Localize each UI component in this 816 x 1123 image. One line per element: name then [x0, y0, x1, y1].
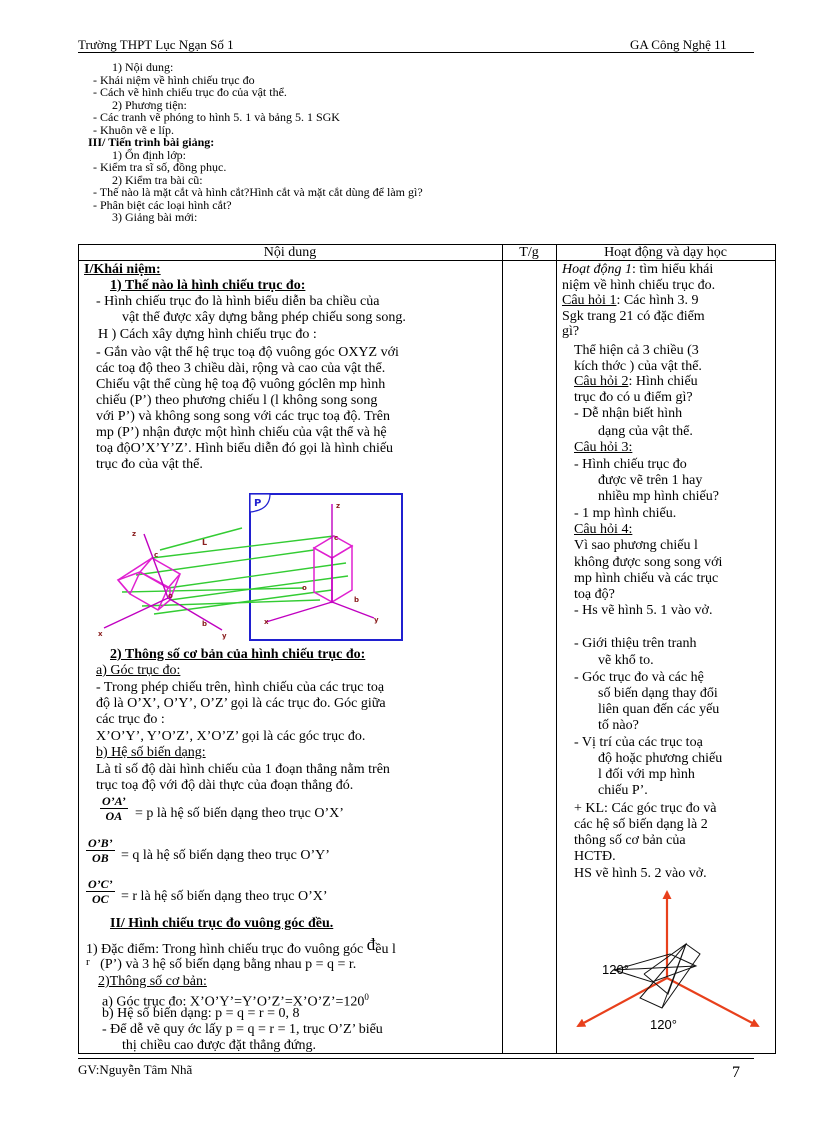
activity-line: HS vẽ hình 5. 2 vào vở.: [574, 866, 707, 881]
fraction-denominator: OA: [105, 809, 123, 823]
axis-label: z: [132, 530, 137, 538]
activity-line: HCTĐ.: [574, 849, 616, 864]
section-heading: I/Khái niệm:: [84, 262, 161, 277]
activity-line: Vì sao phương chiếu l: [574, 538, 698, 553]
table-left-border: [78, 244, 79, 1054]
subheading: [110, 278, 305, 294]
fraction-denominator: OB: [92, 851, 109, 865]
prelude-line: - Các tranh vẽ phóng to hình 5. 1 và bảng 5. 1 SGK: [93, 110, 340, 124]
prelude-line: 3) Giảng bài mới:: [112, 210, 198, 224]
point-label: c: [154, 551, 159, 559]
activity-line: nhiều mp hình chiếu?: [598, 489, 719, 504]
activity-line: [562, 293, 699, 309]
question-label: Câu hỏi 4:: [574, 522, 633, 537]
direction-label: L: [202, 538, 208, 547]
question-label: Câu hỏi 3:: [574, 440, 633, 455]
text-line: trục toạ độ với độ dài thực của đoạn thẳng đó.: [96, 778, 354, 793]
text-segment: a) Góc trục đo: X’O’Y’=Y’O’Z’=X’O’Z’=120: [102, 994, 365, 1010]
text-line: toạ độO’X’Y’Z’. Hình biểu diễn đó gọi là hình chiếu: [96, 441, 394, 456]
axis-arrows: [578, 892, 758, 1026]
fraction-ob: [86, 836, 115, 866]
superscript: 0: [364, 992, 369, 1002]
text-line: độ là O’X’, O’Y’, O’Z’ gọi là các trục đo. Góc giữa: [96, 696, 386, 711]
footer-rule: [78, 1058, 754, 1059]
header-activity: Hoạt động và dạy học: [604, 245, 727, 260]
text-line: Chiếu vật thể cùng hệ toạ độ vuông góclên mp hình: [96, 377, 386, 392]
axis-label: x: [98, 630, 103, 638]
object-cube: [118, 558, 180, 610]
prelude-line: 1) Nội dung:: [112, 60, 174, 74]
activity-line: [574, 374, 698, 390]
text-line: trục đo của vật thể.: [96, 457, 203, 472]
activity-line: - Vị trí của các trục toạ: [574, 735, 703, 750]
activity-title: Hoạt động 1: [562, 262, 632, 277]
subheading-text: 2) Thông số cơ bản của hình chiếu trục đo:: [110, 647, 366, 662]
activity-line: thông số cơ bản của: [574, 833, 686, 848]
projector-line: [152, 536, 334, 558]
activity-line: [562, 262, 713, 278]
fraction-numerator: O’C’: [88, 877, 113, 891]
fraction-denominator: OC: [92, 892, 109, 906]
activity-line: vẽ khổ to.: [598, 653, 654, 668]
text-line: [86, 955, 356, 973]
subheading-text: 2)Thông số cơ bản:: [98, 974, 207, 989]
prelude-heading: III/ Tiến trình bài giảng:: [88, 135, 215, 149]
activity-line: số biến dạng thay đổi: [598, 686, 718, 701]
fraction-numerator: O’B’: [88, 836, 113, 850]
activity-line: liên quan đến các yếu: [598, 702, 720, 717]
activity-line: dạng của vật thể.: [598, 424, 693, 439]
fraction-oa: [100, 794, 128, 824]
fraction-numerator: O’A’: [102, 794, 126, 808]
header-content: Nội dung: [263, 245, 317, 260]
conclusion-line: + KL: Các góc trục đo và: [574, 801, 717, 816]
text-line: - Gắn vào vật thể hệ trục toạ độ vuông góc OXYZ với: [96, 345, 399, 360]
prelude-line: - Cách vẽ hình chiếu trục đo của vật thể.: [93, 85, 287, 99]
subheading: [110, 647, 365, 663]
projected-axes: [266, 504, 374, 622]
activity-line: - 1 mp hình chiếu.: [574, 506, 677, 521]
text-segment: (P’) và 3 hệ số biến dạng bằng nhau p = q = r.: [100, 957, 357, 972]
subheading-text: 1) Thế nào là hình chiếu trục đo:: [110, 278, 306, 293]
point-label: b: [202, 620, 208, 628]
activity-line: chiếu P’.: [598, 783, 648, 798]
table-col-divider: [556, 244, 557, 1054]
subheading: [98, 974, 207, 990]
page-number: 7: [732, 1064, 740, 1081]
activity-line: - Góc trục đo và các hệ: [574, 670, 704, 685]
header-school: Trường THPT Lục Ngạn Số 1: [78, 37, 234, 52]
object-axes: [104, 534, 222, 630]
isometric-axes-figure: [566, 884, 766, 1044]
activity-line: gì?: [562, 324, 580, 339]
text-line: với P’) và không song song với các trục toạ độ. Trên: [96, 409, 390, 424]
text-segment: đ: [366, 935, 376, 954]
text-line: vật thể được xây dựng bằng phép chiếu song song.: [122, 310, 406, 325]
activity-line: trục đo có u điểm gì?: [574, 389, 693, 405]
activity-line: mp hình chiếu và các trục: [574, 571, 719, 586]
point-label: b: [354, 596, 360, 604]
prelude-line: 2) Phương tiện:: [112, 97, 187, 112]
angle-label-bottom: 120°: [650, 1017, 677, 1032]
activity-line: độ hoặc phương chiếu: [598, 751, 723, 766]
activity-line: - Dễ nhận biết hình: [574, 406, 683, 421]
point-label: o: [302, 584, 307, 592]
activity-line: các hệ số biến dạng là 2: [574, 817, 708, 832]
activity-line: được vẽ trên 1 hay: [598, 473, 703, 488]
subheading-text: a) Góc trục đo:: [96, 663, 181, 678]
point-label: c: [334, 534, 339, 542]
activity-line: niệm về hình chiếu trục đo.: [562, 277, 716, 293]
text-line: mp (P’) nhận được một hình chiếu của vật thể và hệ: [96, 425, 387, 440]
plane-label: P: [254, 498, 262, 509]
formula-text: = p là hệ số biến dạng theo trục O’X’: [135, 806, 344, 821]
prelude-line: - Khái niệm về hình chiếu trục đo: [93, 72, 255, 87]
prelude-line: - Thế nào là mặt cắt và hình cắt?Hình cắt và mặt cắt dùng để làm gì?: [93, 185, 423, 199]
text-line: - Để dễ vẽ quy ớc lấy p = q = r = 1, trục O’Z’ biểu: [102, 1022, 383, 1037]
text-line: Là tỉ số độ dài hình chiếu của 1 đoạn thẳng nằm trên: [96, 762, 390, 777]
activity-line: kích thớc ) của vật thể.: [574, 358, 702, 374]
header-rule: [78, 52, 754, 53]
axis-label: y: [374, 616, 379, 624]
axis-label: x: [264, 618, 269, 626]
text-segment: 1) Đặc điểm: Trong hình chiếu trục đo vuông góc: [86, 942, 367, 957]
projector-line: [122, 588, 304, 592]
activity-line: toạ độ?: [574, 587, 615, 602]
activity-line: - Hình chiếu trục đo: [574, 457, 687, 472]
text-line: X’O’Y’, Y’O’Z’, X’O’Z’ gọi là các góc trục đo.: [96, 729, 366, 744]
axis-label: z: [336, 502, 341, 510]
axis-label: y: [222, 632, 227, 640]
text-segment: r: [86, 956, 90, 968]
point-label: o: [168, 592, 173, 600]
prelude-line: 2) Kiểm tra bài cũ:: [112, 172, 203, 187]
header-subject: GA Công Nghệ 11: [630, 37, 727, 52]
section-heading: [110, 916, 333, 932]
activity-line: l đối với mp hình: [598, 767, 695, 782]
text-line: - Hình chiếu trục đo là hình biểu diễn ba chiều của: [96, 294, 380, 309]
activity-text: : Các hình 3. 9: [616, 293, 699, 308]
y-axis-arrow: [667, 978, 758, 1026]
formula-text: = r là hệ số biến dạng theo trục O’X’: [121, 889, 328, 904]
subheading: H ) Cách xây dựng hình chiếu trục đo :: [98, 327, 317, 342]
text-line: các toạ độ theo 3 chiều dài, rộng và cao của vật thể.: [96, 361, 386, 376]
text-line: các trục đo :: [96, 712, 165, 727]
activity-line: - Hs vẽ hình 5. 1 vào vở.: [574, 603, 713, 618]
text-line: - Trong phép chiếu trên, hình chiếu của các trục toạ: [96, 680, 385, 695]
prelude-line: 1) Ổn định lớp:: [112, 147, 187, 162]
subheading: [96, 663, 180, 679]
text-line: chiếu (P’) theo phương chiếu l (l không song song: [96, 393, 378, 408]
footer-teacher: GV:Nguyễn Tâm Nhã: [78, 1062, 193, 1077]
projection-direction-line: [160, 528, 242, 550]
table-col-divider: [502, 244, 503, 1054]
text-line: b) Hệ số biến dạng: p = q = r = 0, 8: [102, 1006, 300, 1021]
table-right-border: [775, 244, 776, 1054]
projection-figure: [92, 490, 404, 642]
activity-text: : tìm hiểu khái: [632, 262, 714, 277]
activity-text: : Hình chiếu: [628, 374, 698, 389]
question-label: Câu hỏi 1: [562, 293, 617, 308]
activity-line: Thể hiện cả 3 chiều (3: [574, 343, 699, 358]
question-label: Câu hỏi 2: [574, 374, 629, 389]
formula-text: = q là hệ số biến dạng theo trục O’Y’: [121, 848, 330, 863]
header-time: T/g: [519, 245, 539, 260]
subheading-text: b) Hệ số biến dạng:: [96, 745, 206, 760]
section-heading-text: II/ Hình chiếu trục đo vuông góc đều.: [110, 916, 334, 931]
prelude-line: - Phân biệt các loại hình cắt?: [93, 197, 232, 212]
text-segment: ều l: [375, 942, 396, 957]
activity-line: không được song song với: [574, 555, 723, 570]
angle-label-top: 120°: [602, 962, 629, 977]
projection-plane: [250, 494, 402, 640]
text-line: thị chiều cao được đặt thẳng đứng.: [122, 1038, 317, 1053]
prelude-line: - Khuôn vẽ e líp.: [93, 122, 174, 137]
activity-line: tố nào?: [598, 718, 639, 733]
activity-line: Sgk trang 21 có đặc điểm: [562, 308, 705, 324]
activity-line: - Giới thiệu trên tranh: [574, 636, 697, 651]
subheading: [96, 745, 206, 761]
fraction-oc: [86, 877, 115, 907]
prelude-line: - Kiểm tra sĩ số, đồng phục.: [93, 160, 227, 174]
